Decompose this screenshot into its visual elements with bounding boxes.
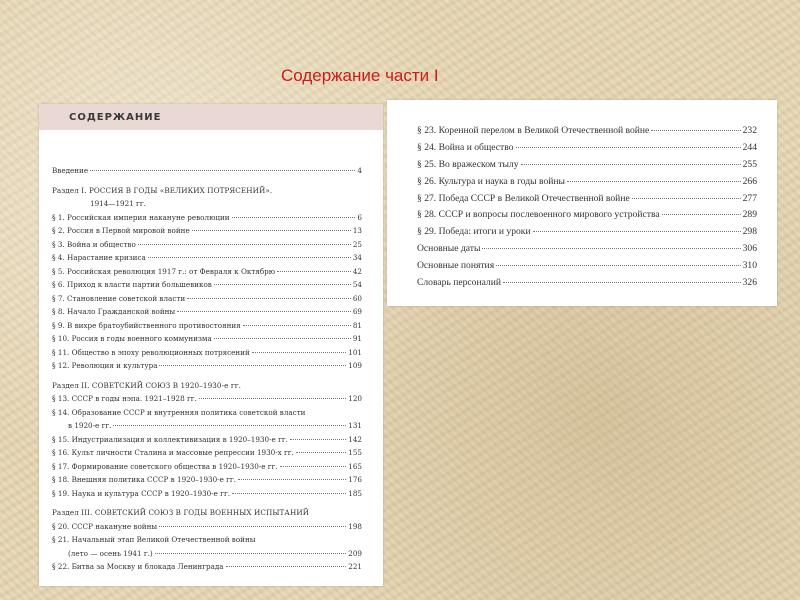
toc-entry-continued: (лето — осень 1941 г.) 209 (68, 548, 362, 558)
toc-entry: § 3. Война и общество 25 (52, 239, 362, 249)
toc-entry: § 25. Во вражеском тылу 255 (417, 158, 757, 170)
toc-entry: § 28. СССР и вопросы послевоенного мирового устройства 289 (417, 209, 757, 221)
toc-list-right (417, 125, 757, 294)
toc-entry: § 17. Формирование советского общества в 1920–1930-е гг. 165 (52, 461, 362, 471)
toc-section-heading: Раздел III. СОВЕТСКИЙ СОЮЗ В ГОДЫ ВОЕННЫХ ИСПЫТАНИЙ (52, 508, 310, 517)
toc-entry: Основные понятия 310 (417, 260, 757, 272)
toc-list-left (52, 166, 362, 576)
toc-entry: § 27. Победа СССР в Великой Отечественной войне 277 (417, 192, 757, 204)
toc-entry: § 1. Российская империя накануне революции 6 (52, 212, 362, 222)
toc-entry: § 11. Общество в эпоху революционных потрясений 101 (52, 347, 362, 357)
toc-entry: § 15. Индустриализация и коллективизация в 1920–1930-е гг. 142 (52, 434, 362, 444)
toc-entry: § 10. Россия в годы военного коммунизма 91 (52, 334, 362, 343)
toc-entry: § 9. В вихре братоубийственного противостояния 81 (52, 320, 362, 330)
toc-entry: Основные даты 306 (417, 243, 757, 255)
toc-entry: § 8. Начало Гражданской войны 69 (52, 307, 362, 316)
toc-entry: § 4. Нарастание кризиса 34 (52, 253, 362, 262)
toc-entry: § 22. Битва за Москву и блокада Ленинграда 221 (52, 562, 362, 571)
contents-heading: СОДЕРЖАНИЕ (69, 112, 162, 123)
contents-header (39, 104, 383, 130)
toc-entry: § 29. Победа: итоги и уроки 298 (417, 226, 757, 238)
toc-entry: § 21. Начальный этап Великой Отечественной войны (52, 535, 256, 544)
slide-title: Содержание части I (281, 66, 439, 85)
toc-entry: § 13. СССР в годы нэпа. 1921–1928 гг. 120 (52, 394, 362, 403)
toc-section-heading: Раздел II. СОВЕТСКИЙ СОЮЗ В 1920–1930-е гг. (52, 380, 241, 390)
toc-entry: § 14. Образование СССР и внутренняя политика советской власти (52, 407, 306, 417)
toc-entry: § 20. СССР накануне войны 198 (52, 521, 362, 531)
toc-entry: § 2. Россия в Первой мировой войне 13 (52, 226, 362, 235)
toc-entry: § 6. Приход к власти партии большевиков 54 (52, 280, 362, 289)
toc-page-right (387, 100, 777, 306)
toc-entry: § 7. Становление советской власти 60 (52, 293, 362, 303)
toc-section-subheading: 1914—1921 гг. (90, 199, 146, 208)
toc-entry: § 19. Наука и культура СССР в 1920–1930-е гг. 185 (52, 488, 362, 498)
toc-entry: Введение 4 (52, 166, 362, 175)
toc-entry: Словарь персоналий 326 (417, 277, 757, 289)
toc-section-heading: Раздел I. РОССИЯ В ГОДЫ «ВЕЛИКИХ ПОТРЯСЕНИЙ». (52, 185, 273, 195)
toc-entry-continued: в 1920-е гг. 131 (68, 421, 362, 430)
toc-entry: § 16. Культ личности Сталина и массовые репрессии 1930-х гг. 155 (52, 448, 362, 457)
toc-entry: § 18. Внешняя политика СССР в 1920–1930-е гг. 176 (52, 475, 362, 484)
toc-entry: § 23. Коренной перелом в Великой Отечественной войне 232 (417, 125, 757, 136)
toc-entry: § 12. Революция и культура 109 (52, 361, 362, 370)
toc-entry: § 26. Культура и наука в годы войны 266 (417, 175, 757, 187)
toc-entry: § 5. Российская революция 1917 г.: от Февраля к Октябрю 42 (52, 266, 362, 276)
toc-entry: § 24. Война и общество 244 (417, 141, 757, 153)
toc-page-left (39, 104, 383, 586)
